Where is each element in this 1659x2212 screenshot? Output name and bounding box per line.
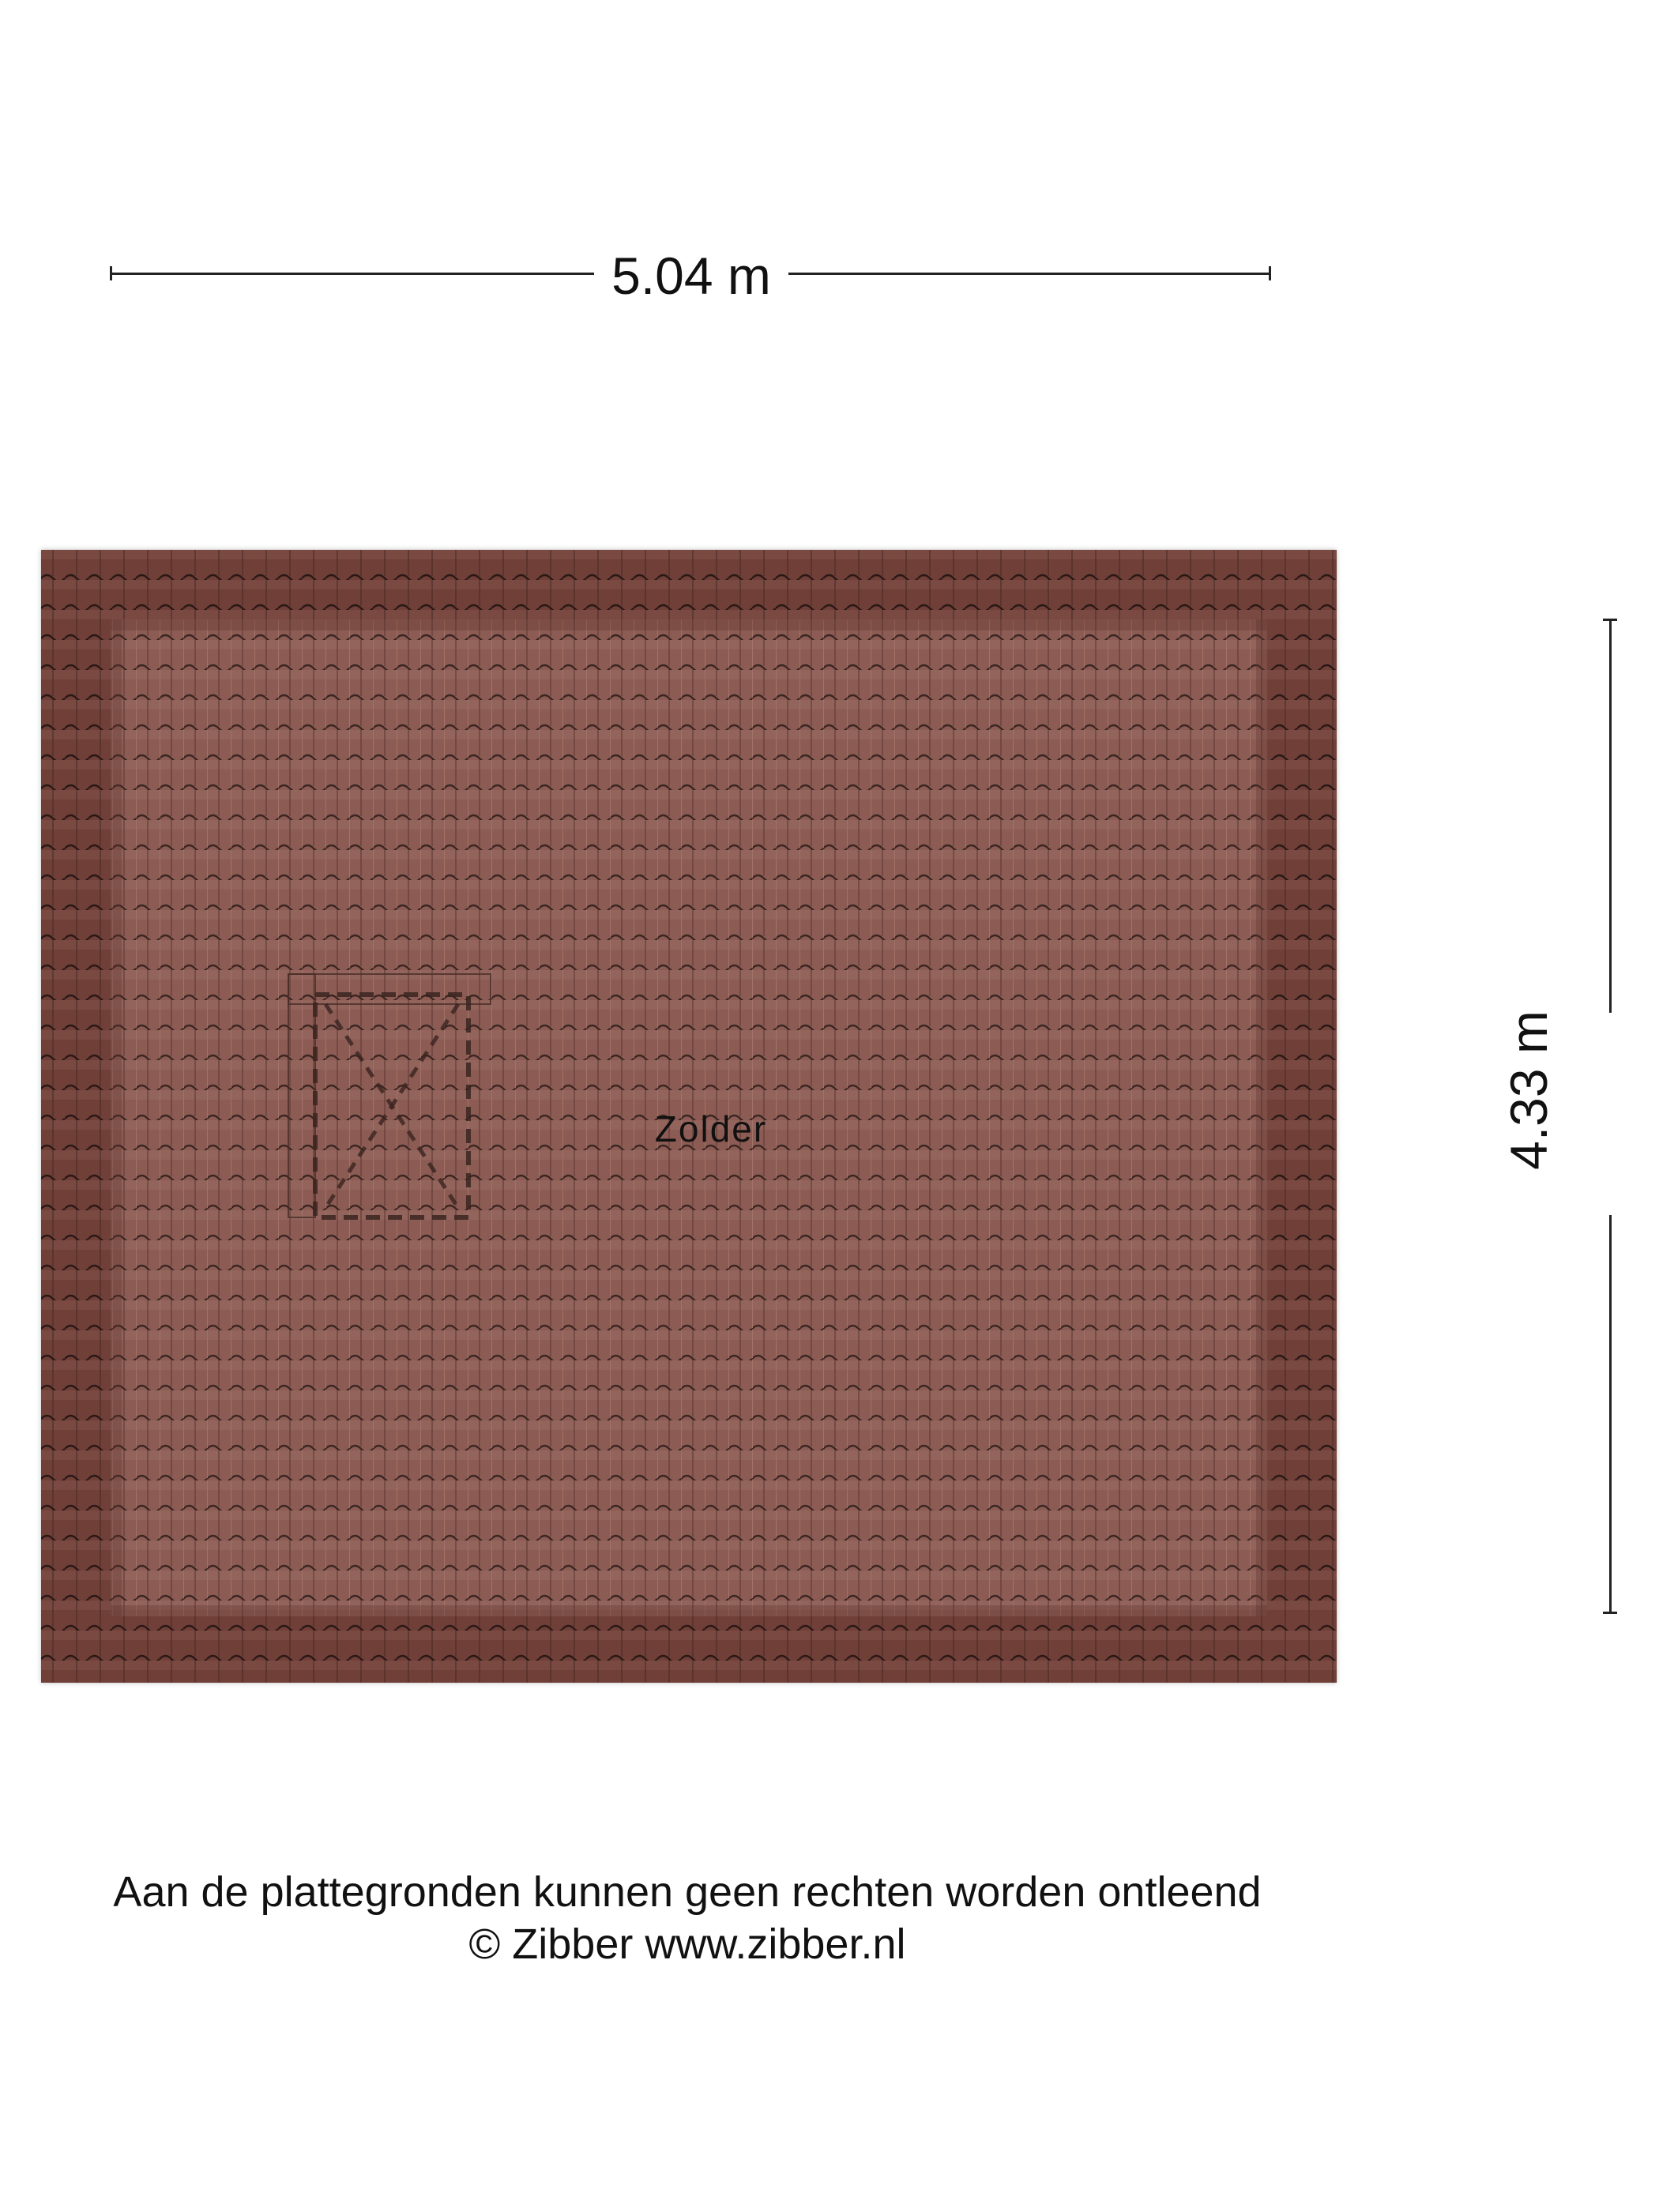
width-dimension-line-right [788,273,1270,275]
height-dimension-tick-bottom [1603,1612,1617,1614]
height-dimension-label: 4.33 m [1499,1010,1558,1170]
copyright-text: © Zibber www.zibber.nl [468,1920,906,1968]
width-dimension-tick-left [110,266,112,280]
room-label-zolder: Zolder [654,1108,768,1149]
height-dimension-line-bottom [1609,1215,1612,1613]
disclaimer-text: Aan de plattegronden kunnen geen rechten worden ontleend [113,1868,1262,1916]
width-dimension-line-left [111,273,594,275]
width-dimension-tick-right [1269,266,1271,280]
height-dimension-tick-top [1603,619,1617,621]
width-dimension-label: 5.04 m [611,246,771,305]
height-dimension-line-top [1609,619,1612,1013]
